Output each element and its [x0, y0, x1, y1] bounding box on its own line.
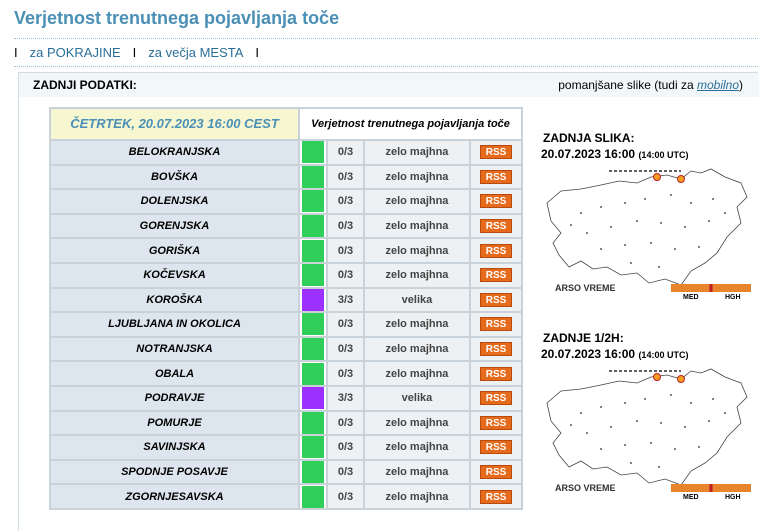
rss-button[interactable]: RSS: [480, 465, 512, 479]
station-dot: [570, 424, 572, 426]
rss-button[interactable]: RSS: [480, 244, 512, 258]
table-row: [50, 165, 522, 190]
region-name: BOVŠKA: [50, 165, 299, 190]
probability-fraction: 0/3: [327, 361, 364, 386]
probability-color-cell: [299, 189, 327, 214]
region-name: OBALA: [50, 361, 299, 386]
region-name: ZGORNJESAVSKA: [50, 484, 299, 509]
station-dot: [708, 220, 710, 222]
probability-level: zelo majhna: [364, 337, 470, 362]
hail-spot: [654, 174, 661, 181]
nav-separator: I: [14, 45, 18, 60]
probability-fraction: 0/3: [327, 484, 364, 509]
station-dot: [690, 202, 692, 204]
station-dot: [684, 426, 686, 428]
nav-bar: [14, 45, 271, 60]
probability-color-cell: [299, 361, 327, 386]
probability-level: zelo majhna: [364, 214, 470, 239]
rss-cell: [470, 386, 522, 411]
rss-button[interactable]: RSS: [480, 440, 512, 454]
probability-swatch: [302, 190, 324, 212]
station-dot: [690, 402, 692, 404]
probability-color-cell: [299, 386, 327, 411]
map-utc-text: (14:00 UTC): [638, 150, 689, 160]
station-dot: [650, 242, 652, 244]
probability-color-cell: [299, 337, 327, 362]
slovenia-map-icon: [541, 163, 753, 297]
panel-header: [19, 73, 759, 97]
station-dot: [580, 212, 582, 214]
probability-color-cell: [299, 435, 327, 460]
rss-cell: [470, 337, 522, 362]
map-legend-bar: [671, 284, 751, 292]
region-name: KOČEVSKA: [50, 263, 299, 288]
probability-fraction: 0/3: [327, 312, 364, 337]
station-dot: [570, 224, 572, 226]
region-name: NOTRANJSKA: [50, 337, 299, 362]
rss-button[interactable]: RSS: [480, 490, 512, 504]
country-border: [547, 169, 747, 285]
hail-spot: [678, 376, 685, 383]
rss-cell: [470, 411, 522, 436]
probability-level: velika: [364, 288, 470, 313]
table-row: [50, 238, 522, 263]
station-dot: [600, 448, 602, 450]
rss-button[interactable]: RSS: [480, 145, 512, 159]
map-legend-med: MED: [683, 494, 699, 501]
probability-level: zelo majhna: [364, 238, 470, 263]
probability-swatch: [302, 363, 324, 385]
map-legend-bar: [671, 484, 751, 492]
probability-swatch: [302, 436, 324, 458]
region-name: SAVINJSKA: [50, 435, 299, 460]
probability-color-cell: [299, 484, 327, 509]
probability-level: zelo majhna: [364, 189, 470, 214]
probability-fraction: 0/3: [327, 460, 364, 485]
table-row: [50, 140, 522, 165]
table-row: [50, 361, 522, 386]
probability-fraction: 0/3: [327, 337, 364, 362]
rss-button[interactable]: RSS: [480, 268, 512, 282]
station-dot: [698, 446, 700, 448]
station-dot: [624, 202, 626, 204]
station-dot: [636, 220, 638, 222]
station-dot: [630, 262, 632, 264]
rss-cell: [470, 238, 522, 263]
latest-data-panel: [18, 72, 758, 531]
probability-swatch: [302, 412, 324, 434]
probability-level: zelo majhna: [364, 435, 470, 460]
station-dot: [600, 248, 602, 250]
rss-cell: [470, 165, 522, 190]
station-dot: [670, 394, 672, 396]
rss-cell: [470, 484, 522, 509]
station-dot: [586, 232, 588, 234]
table-row: [50, 484, 522, 509]
rss-button[interactable]: RSS: [480, 219, 512, 233]
rss-button[interactable]: RSS: [480, 293, 512, 307]
station-dot: [660, 222, 662, 224]
table-row: [50, 386, 522, 411]
station-dot: [636, 420, 638, 422]
probability-fraction: 3/3: [327, 288, 364, 313]
probability-level: zelo majhna: [364, 411, 470, 436]
probability-fraction: 0/3: [327, 189, 364, 214]
halfhour-map[interactable]: [541, 347, 753, 501]
table-row: [50, 263, 522, 288]
probability-swatch: [302, 387, 324, 409]
rss-cell: [470, 435, 522, 460]
station-dot: [624, 444, 626, 446]
station-dot: [600, 406, 602, 408]
map-legend-hgh: HGH: [725, 494, 741, 501]
station-dot: [624, 244, 626, 246]
map-date-text: 20.07.2023 16:00: [541, 347, 636, 361]
nav-divider: [14, 66, 758, 67]
probability-fraction: 0/3: [327, 238, 364, 263]
rss-button[interactable]: RSS: [480, 317, 512, 331]
last-halfhour-label: ZADNJE 1/2H:: [543, 331, 624, 345]
probability-fraction: 0/3: [327, 140, 364, 165]
probability-fraction: 3/3: [327, 386, 364, 411]
map-date-text: 20.07.2023 16:00: [541, 147, 636, 161]
region-name: KOROŠKA: [50, 288, 299, 313]
probability-fraction: 0/3: [327, 435, 364, 460]
station-dot: [724, 212, 726, 214]
mobile-link[interactable]: mobilno: [696, 78, 739, 92]
probability-swatch: [302, 264, 324, 286]
probability-swatch: [302, 215, 324, 237]
probability-level: zelo majhna: [364, 140, 470, 165]
title-divider: [14, 38, 758, 39]
station-dot: [674, 248, 676, 250]
page-title: Verjetnost trenutnega pojavljanja toče: [14, 8, 340, 28]
probability-color-cell: [299, 165, 327, 190]
rss-cell: [470, 312, 522, 337]
table-row: [50, 189, 522, 214]
map-legend-med: MED: [683, 294, 699, 301]
probability-header: Verjetnost trenutnega pojavljanja toče: [299, 108, 522, 140]
region-name: PODRAVJE: [50, 386, 299, 411]
nav-link-regions[interactable]: za POKRAJINE: [29, 45, 121, 60]
small-images-text: pomanjšane slike (tudi za: [558, 78, 697, 92]
region-name: DOLENJSKA: [50, 189, 299, 214]
probability-swatch: [302, 486, 324, 508]
table-row: [50, 337, 522, 362]
station-dot: [658, 466, 660, 468]
station-dot: [630, 462, 632, 464]
station-dot: [658, 266, 660, 268]
rss-cell: [470, 140, 522, 165]
table-row: [50, 460, 522, 485]
probability-level: zelo majhna: [364, 484, 470, 509]
hail-spot: [678, 176, 685, 183]
map-brand: ARSO VREME: [555, 483, 616, 493]
region-name: GORENJSKA: [50, 214, 299, 239]
map-date: [541, 347, 688, 361]
station-dot: [580, 412, 582, 414]
probability-color-cell: [299, 140, 327, 165]
map-utc-text: (14:00 UTC): [638, 350, 689, 360]
probability-level: zelo majhna: [364, 460, 470, 485]
rss-button[interactable]: RSS: [480, 391, 512, 405]
probability-level: zelo majhna: [364, 165, 470, 190]
nav-link-cities[interactable]: za večja MESTA: [148, 45, 244, 60]
rss-cell: [470, 263, 522, 288]
probability-swatch: [302, 338, 324, 360]
table-row: [50, 288, 522, 313]
station-dot: [644, 198, 646, 200]
nav-separator: I: [132, 45, 137, 60]
rss-button[interactable]: RSS: [480, 416, 512, 430]
probability-level: zelo majhna: [364, 312, 470, 337]
nav-separator: I: [255, 45, 260, 60]
station-dot: [610, 226, 612, 228]
station-dot: [712, 198, 714, 200]
rss-cell: [470, 189, 522, 214]
probability-level: zelo majhna: [364, 361, 470, 386]
map-legend-hgh: HGH: [725, 294, 741, 301]
station-dot: [724, 412, 726, 414]
latest-image-label: ZADNJA SLIKA:: [543, 131, 635, 145]
station-dot: [644, 398, 646, 400]
station-dot: [660, 422, 662, 424]
probability-color-cell: [299, 288, 327, 313]
station-dot: [712, 398, 714, 400]
date-header: ČETRTEK, 20.07.2023 16:00 CEST: [50, 108, 299, 140]
probability-color-cell: [299, 460, 327, 485]
country-border: [547, 369, 747, 485]
map-date: [541, 147, 688, 161]
probability-fraction: 0/3: [327, 214, 364, 239]
probability-swatch: [302, 240, 324, 262]
region-name: BELOKRANJSKA: [50, 140, 299, 165]
table-row: [50, 214, 522, 239]
rss-cell: [470, 288, 522, 313]
station-dot: [624, 402, 626, 404]
hail-spot: [654, 374, 661, 381]
hail-probability-table: [49, 107, 523, 510]
probability-swatch: [302, 289, 324, 311]
rss-cell: [470, 214, 522, 239]
probability-color-cell: [299, 214, 327, 239]
rss-button[interactable]: RSS: [480, 367, 512, 381]
station-dot: [610, 426, 612, 428]
latest-map[interactable]: [541, 147, 753, 301]
small-images-suffix: ): [739, 78, 743, 92]
slovenia-map-icon: [541, 363, 753, 497]
probability-fraction: 0/3: [327, 263, 364, 288]
probability-swatch: [302, 313, 324, 335]
probability-color-cell: [299, 312, 327, 337]
region-name: LJUBLJANA IN OKOLICA: [50, 312, 299, 337]
probability-color-cell: [299, 411, 327, 436]
station-dot: [674, 448, 676, 450]
small-images-note: [558, 78, 743, 92]
rss-button[interactable]: RSS: [480, 194, 512, 208]
station-dot: [670, 194, 672, 196]
probability-fraction: 0/3: [327, 411, 364, 436]
rss-button[interactable]: RSS: [480, 342, 512, 356]
probability-swatch: [302, 141, 324, 163]
station-dot: [650, 442, 652, 444]
probability-color-cell: [299, 263, 327, 288]
station-dot: [684, 226, 686, 228]
probability-level: zelo majhna: [364, 263, 470, 288]
station-dot: [586, 432, 588, 434]
panel-title: ZADNJI PODATKI:: [33, 78, 137, 92]
probability-color-cell: [299, 238, 327, 263]
rss-cell: [470, 460, 522, 485]
station-dot: [708, 420, 710, 422]
rss-cell: [470, 361, 522, 386]
table-row: [50, 435, 522, 460]
station-dot: [698, 246, 700, 248]
region-name: GORIŠKA: [50, 238, 299, 263]
region-name: POMURJE: [50, 411, 299, 436]
probability-level: velika: [364, 386, 470, 411]
probability-swatch: [302, 166, 324, 188]
probability-swatch: [302, 461, 324, 483]
table-row: [50, 312, 522, 337]
rss-button[interactable]: RSS: [480, 170, 512, 184]
map-brand: ARSO VREME: [555, 283, 616, 293]
station-dot: [600, 206, 602, 208]
probability-fraction: 0/3: [327, 165, 364, 190]
region-name: SPODNJE POSAVJE: [50, 460, 299, 485]
table-row: [50, 411, 522, 436]
